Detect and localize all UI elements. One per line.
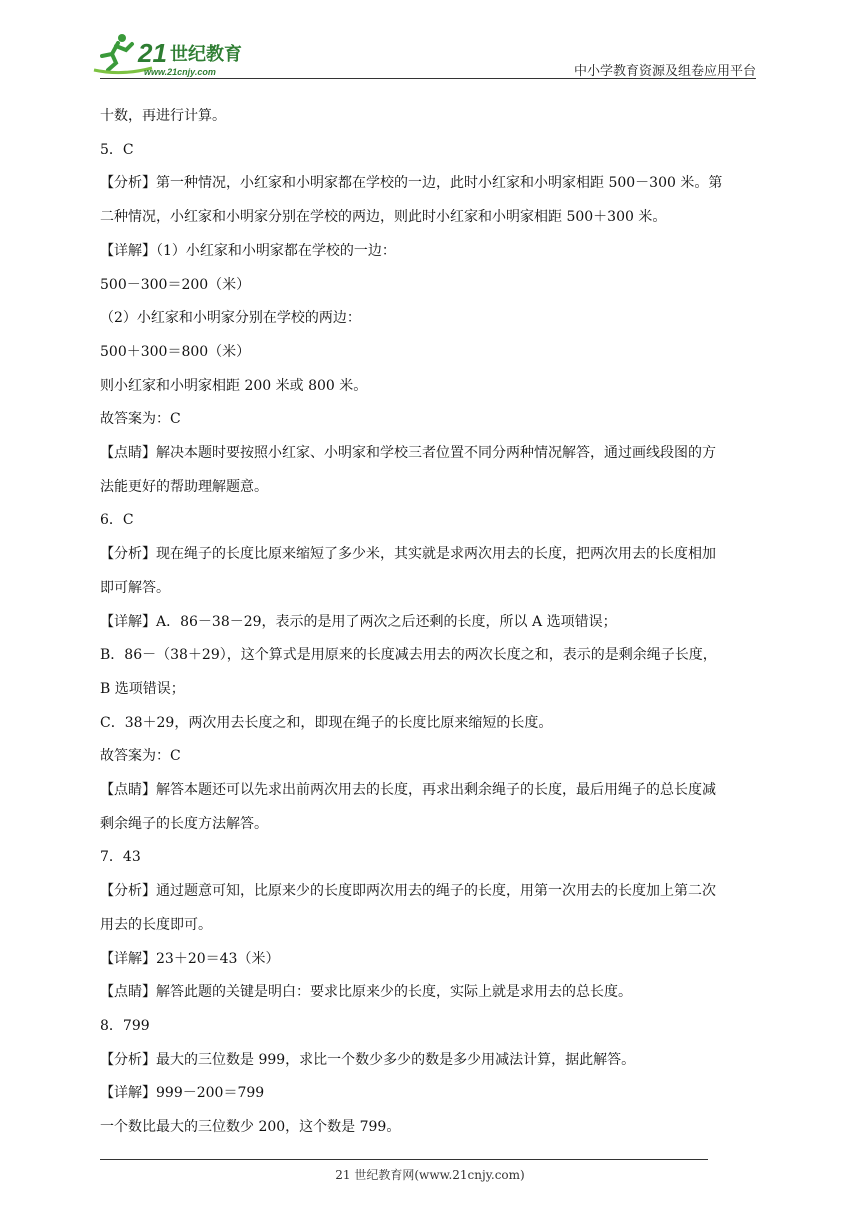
runner-logo-icon [92, 30, 262, 80]
text-line: C．38＋29，两次用去长度之和，即现在绳子的长度比原来缩短的长度。 [100, 714, 553, 731]
text-line: 【详解】23＋20＝43（米） [100, 950, 280, 967]
text-line: 十数，再进行计算。 [100, 108, 226, 124]
text-line: 【详解】（1）小红家和小明家都在学校的一边： [100, 242, 396, 259]
text-line: 即可解答。 [100, 579, 170, 596]
text-line: 用去的长度即可。 [100, 916, 212, 933]
text-line: 【分析】现在绳子的长度比原来缩短了多少米，其实就是求两次用去的长度，把两次用去的长度相加 [100, 546, 716, 563]
text-line: 故答案为：C [100, 411, 181, 428]
text-line: （2）小红家和小明家分别在学校的两边： [100, 310, 361, 327]
text-line: 500－300＝200（米） [100, 276, 251, 293]
header-divider [100, 78, 756, 79]
question-number: 8．799 [100, 1017, 150, 1034]
text-line: 【分析】通过题意可知，比原来少的长度即两次用去的绳子的长度，用第一次用去的长度加上第二次 [100, 883, 716, 900]
text-line: 则小红家和小明家相距 200 米或 800 米。 [100, 377, 368, 394]
text-line: 【点睛】解决本题时要按照小红家、小明家和学校三者位置不同分两种情况解答，通过画线段图的方 [100, 445, 716, 462]
platform-title: 中小学教育资源及组卷应用平台 [573, 64, 756, 79]
svg-text:世纪教育: 世纪教育 [170, 44, 242, 65]
text-line: 故答案为：C [100, 748, 181, 765]
text-line: 【点睛】解答此题的关键是明白：要求比原来少的长度，实际上就是求用去的总长度。 [100, 984, 632, 1001]
text-line: 【分析】第一种情况，小红家和小明家都在学校的一边，此时小红家和小明家相距 500－300 米。第 [100, 175, 723, 192]
document-body [100, 100, 760, 1145]
svg-text:21: 21 [138, 38, 167, 68]
site-logo [92, 30, 262, 80]
question-number: 5．C [100, 141, 134, 158]
text-line: 【详解】A．86－38－29，表示的是用了两次之后还剩的长度，所以 A 选项错误； [100, 613, 617, 630]
text-line: 【分析】最大的三位数是 999，求比一个数少多少的数是多少用减法计算，据此解答。 [100, 1051, 636, 1068]
text-line: B 选项错误； [100, 680, 185, 697]
text-line: B．86－（38＋29），这个算式是用原来的长度减去用去的两次长度之和，表示的是剩余绳子长度， [100, 647, 717, 664]
footer-text: 21 世纪教育网(www.21cnjy.com) [335, 1168, 525, 1182]
question-number: 7．43 [100, 849, 141, 866]
text-line: 【点睛】解答本题还可以先求出前两次用去的长度，再求出剩余绳子的长度，最后用绳子的总长度减 [100, 782, 716, 799]
text-line: 【详解】999－200＝799 [100, 1085, 265, 1102]
text-line: 剩余绳子的长度方法解答。 [100, 815, 268, 832]
svg-text:www.21cnjy.com: www.21cnjy.com [144, 67, 216, 77]
page-header [0, 0, 860, 84]
text-line: 一个数比最大的三位数少 200，这个数是 799。 [100, 1119, 401, 1136]
footer-divider [100, 1159, 708, 1160]
question-number: 6．C [100, 512, 134, 529]
text-line: 二种情况，小红家和小明家分别在学校的两边，则此时小红家和小明家相距 500＋300 米。 [100, 209, 667, 226]
text-line: 法能更好的帮助理解题意。 [100, 478, 268, 495]
text-line: 500＋300＝800（米） [100, 343, 251, 360]
